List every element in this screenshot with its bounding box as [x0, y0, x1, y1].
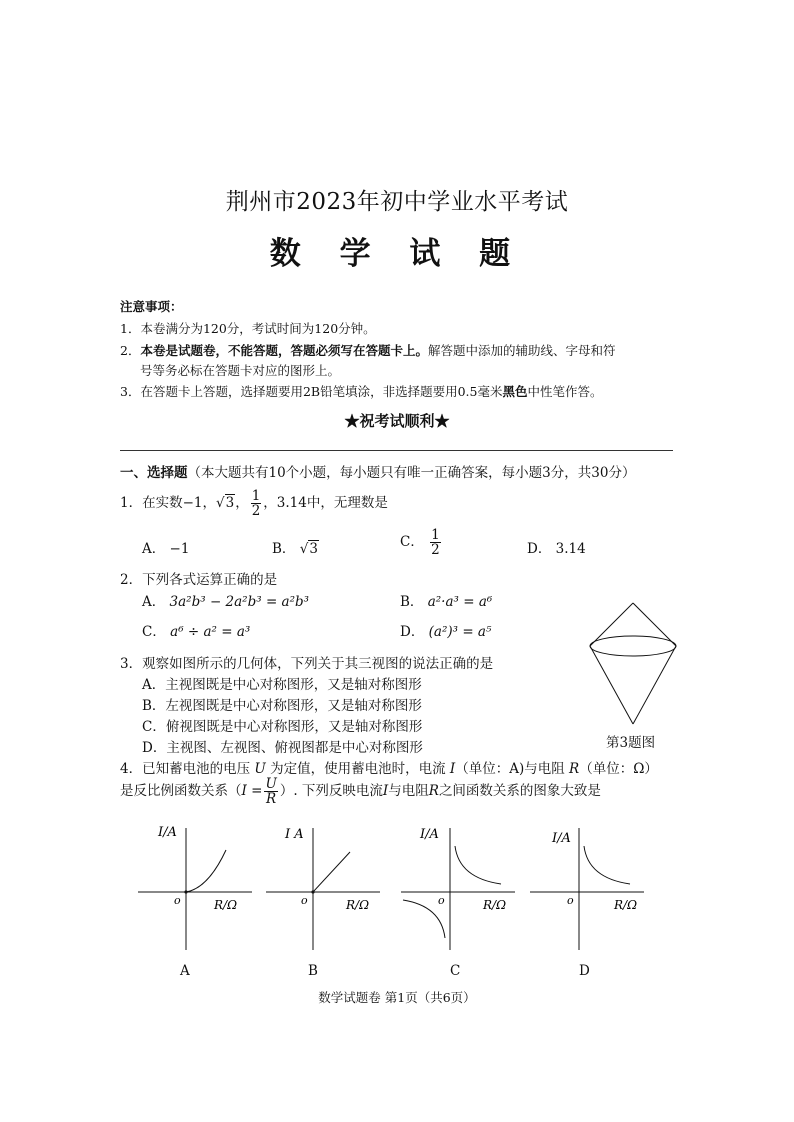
q4-eq-lhs: I =: [241, 783, 263, 799]
q4-text-c: （单位：A)与电阻: [455, 761, 565, 777]
notice-item-3-bold: 黑色: [502, 384, 528, 399]
notice-heading: 注意事项：: [120, 299, 183, 314]
notice-item-2-num: 2．: [120, 343, 141, 358]
q2-b-label: B．: [400, 594, 424, 610]
q1-c-label: C．: [400, 534, 424, 551]
q3-option-b: B．左视图既是中心对称图形，又是轴对称图形: [142, 698, 422, 714]
q1-b-value: 3: [309, 541, 318, 557]
q1-frac-num: 1: [251, 487, 261, 504]
graph-c: [393, 818, 518, 953]
graph-b-line: [313, 852, 350, 892]
q1-option-b: B． √3: [272, 541, 318, 557]
q3-option-c: C．俯视图既是中心对称图形，又是轴对称图形: [142, 719, 423, 735]
q1-stem: 1．在实数−1，√3， $\frac{1}{2}$ ，3.14中，无理数是: [120, 487, 388, 519]
notice-item-2-bold: 本卷是试题卷，不能答题，答题必须写在答题卡上。: [140, 343, 428, 358]
exam-title: 荆州市2023年初中学业水平考试: [225, 189, 569, 215]
notice-item-1: 1．本卷满分为120分，考试时间为120分钟。: [120, 321, 376, 336]
q3-stem: 3．观察如图所示的几何体，下列关于其三视图的说法正确的是: [120, 656, 494, 672]
graph-a-curve: [186, 850, 226, 892]
graph-d-curve: [584, 846, 630, 884]
q4-text-e: 是反比例函数关系（: [120, 783, 242, 799]
graph-c-y-label: I/A: [420, 827, 439, 842]
q2-d-label: D．: [400, 624, 425, 640]
q4-var-r-2: R: [428, 783, 439, 799]
graph-a-origin-dot: [184, 890, 187, 893]
q2-c-expr: a⁶ ÷ a² = a³: [170, 624, 251, 640]
notice-item-2-rest: 解答题中添加的辅助线、字母和符: [427, 343, 616, 358]
q2-a-label: A．: [142, 594, 166, 610]
graph-b-x-label: R/Ω: [346, 898, 370, 912]
graph-b-y-label: I A: [285, 827, 304, 842]
graph-label-a: A: [180, 963, 190, 979]
q2-a-expr: 3a²b³ − 2a²b³ = a²b³: [169, 594, 310, 610]
q4-eq-num: U: [265, 775, 277, 792]
q2-b-expr: a²·a³ = a⁶: [427, 594, 493, 610]
q2-option-a: [142, 590, 309, 610]
notice-item-3-a: 3．在答题卡上答题，选择题要用2B铅笔填涂，非选择题要用0.5毫米: [120, 384, 503, 399]
q4-var-i-2: I: [382, 783, 389, 799]
q2-c-label: C．: [142, 624, 166, 640]
q4-stem-line1: [120, 757, 658, 777]
q4-text-d: （单位：Ω）: [579, 761, 658, 777]
q3-option-a: A．主视图既是中心对称图形，又是轴对称图形: [142, 677, 422, 693]
q2-stem: 2．下列各式运算正确的是: [120, 572, 278, 588]
q1-option-a: [142, 537, 189, 557]
q3-figure-caption: 第3题图: [606, 735, 656, 751]
notice-item-3-b: 中性笔作答。: [527, 384, 603, 399]
graph-d: [522, 818, 647, 953]
notice-item-2: [120, 341, 615, 359]
page-footer: 数学试题卷 第1页（共6页）: [318, 990, 476, 1005]
q3-double-cone-figure: [578, 598, 688, 730]
section-1-desc: （本大题共有10个小题，每小题只有唯一正确答案，每小题3分，共30分）: [187, 465, 636, 481]
q4-text-a: 4．已知蓄电池的电压: [120, 761, 251, 777]
graph-d-y-label: I/A: [552, 831, 571, 846]
q1-a-value: −1: [169, 541, 190, 557]
q4-var-i: I: [449, 761, 456, 777]
q1-d-value: 3.14: [555, 541, 586, 557]
q2-option-c: [142, 620, 250, 640]
section-1-label: 一、选择题: [120, 465, 188, 481]
q1-a-label: A．: [142, 541, 166, 557]
graph-b-origin: o: [301, 894, 308, 907]
q4-text-g: 与电阻: [388, 783, 429, 799]
graph-a-x-label: R/Ω: [214, 898, 238, 912]
q4-eq-den: R: [266, 791, 277, 807]
q1-frac-den: 2: [251, 503, 261, 519]
q1-b-label: B．: [272, 541, 296, 557]
graph-b: [258, 818, 383, 953]
q4-text-b: 为定值，使用蓄电池时，电流: [270, 761, 446, 777]
graph-d-origin: o: [567, 894, 574, 907]
graph-b-origin-dot: [311, 890, 314, 893]
q1-c-fraction: [430, 528, 441, 557]
q4-stem-line2: [120, 776, 601, 806]
graph-a-y-label: I/A: [158, 825, 177, 840]
q1-d-label: D．: [527, 541, 552, 557]
section-1-heading: [120, 461, 635, 481]
q1-option-d: [527, 537, 586, 557]
graph-label-c: C: [450, 963, 461, 979]
q2-d-expr: (a²)³ = a⁵: [428, 624, 492, 640]
q1-c-num: 1: [431, 527, 440, 543]
notice-item-3: [120, 382, 603, 400]
q1-sqrt: 3: [225, 495, 235, 511]
notice-item-2-line2: 号等务必标在答题卡对应的图形上。: [140, 363, 341, 378]
q3-option-d: D．主视图、左视图、俯视图都是中心对称图形: [142, 740, 423, 756]
graph-c-x-label: R/Ω: [483, 898, 507, 912]
q1-fraction: [251, 489, 262, 518]
q4-text-h: 之间函数关系的图象大致是: [438, 783, 601, 799]
q1-option-c: [400, 528, 443, 557]
q1-text-a: 1．在实数−1，: [120, 495, 216, 511]
graph-d-x-label: R/Ω: [614, 898, 638, 912]
graph-label-d: D: [579, 963, 590, 979]
q4-text-f: ）. 下列反映电流: [279, 783, 383, 799]
good-luck-banner: ★祝考试顺利★: [344, 412, 450, 430]
q1-c-den: 2: [431, 542, 440, 559]
graph-label-b: B: [308, 963, 318, 979]
q1-text-b: ，3.14中，无理数是: [263, 495, 388, 511]
q4-var-u: U: [254, 761, 266, 777]
graph-c-curve-q1: [455, 846, 501, 884]
q1-sep: ，: [235, 495, 249, 511]
q4-var-r: R: [569, 761, 580, 777]
graph-a-origin: o: [174, 894, 181, 907]
q2-option-b: [400, 590, 492, 610]
subject-title: 数 学 试 题: [269, 236, 525, 272]
q2-option-d: [400, 620, 491, 640]
graph-c-origin: o: [438, 894, 445, 907]
graph-a: [130, 818, 255, 953]
section-divider: [120, 450, 673, 451]
q4-eq-fraction: [264, 777, 277, 806]
